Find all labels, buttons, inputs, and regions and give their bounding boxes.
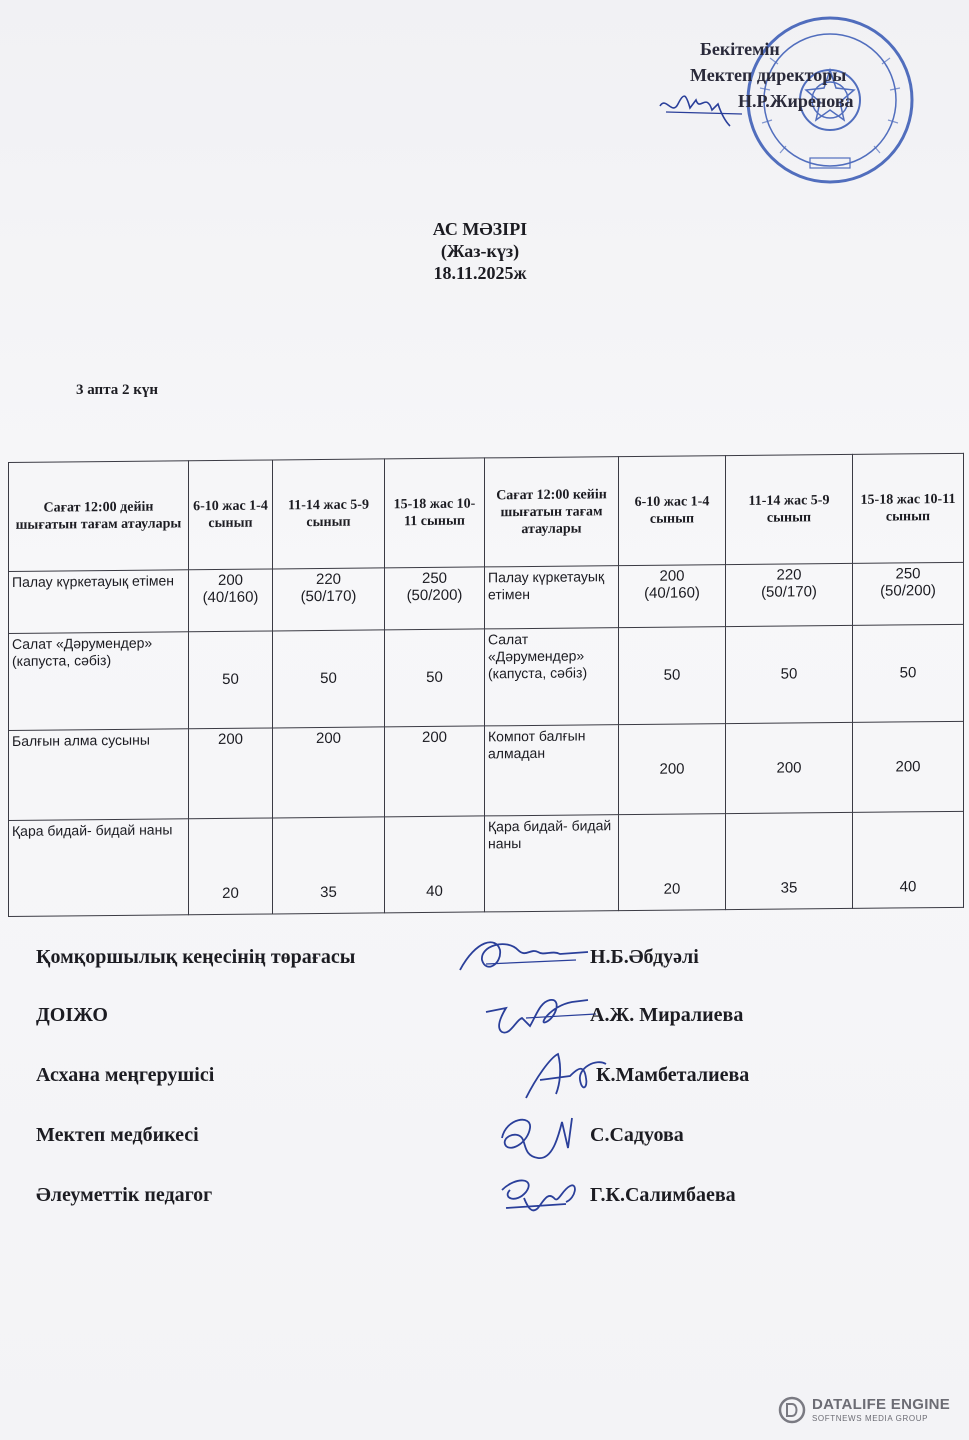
signature-row xyxy=(36,1118,916,1154)
signature-name: Г.К.Салимбаева xyxy=(590,1184,736,1206)
table-row xyxy=(9,721,964,820)
dish-after-cell: Қара бидай- бидай наны xyxy=(485,814,619,912)
portion-cell: 200 (40/160) xyxy=(619,565,726,628)
header-cell: 15-18 жас 10-11 сынып xyxy=(853,453,964,563)
portion-cell: 50 xyxy=(853,625,964,722)
dish-before-cell: Қара бидай- бидай наны xyxy=(9,819,189,917)
approval-position: Мектеп директоры xyxy=(690,65,847,85)
week-day-label: 3 апта 2 күн xyxy=(76,382,159,398)
signature-row xyxy=(36,940,916,976)
signature-role: Мектеп медбикесі xyxy=(36,1124,199,1146)
portion-cell: 200 xyxy=(853,721,964,812)
portion-cell: 200 (40/160) xyxy=(189,569,273,632)
signature-row xyxy=(36,998,916,1034)
watermark xyxy=(778,1394,958,1428)
portion-cell: 50 xyxy=(726,626,853,723)
header-cell: Сағат 12:00 кейін шығатын тағам атаулары xyxy=(485,457,619,568)
watermark-title: DATALIFE ENGINE xyxy=(812,1396,951,1413)
datalife-logo-icon xyxy=(778,1396,806,1424)
table-row xyxy=(9,563,964,634)
header-cell: 6-10 жас 1-4 сынып xyxy=(189,460,273,570)
portion-cell: 200 xyxy=(726,722,853,813)
portion-cell: 20 xyxy=(189,818,273,915)
portion-cell: 250 (50/200) xyxy=(385,567,485,630)
portion-cell: 250 (50/200) xyxy=(853,563,964,626)
dish-before-cell: Палау күркетауық етімен xyxy=(9,570,189,634)
portion-cell: 35 xyxy=(273,817,385,914)
signature-role: ДОІЖО xyxy=(36,1004,108,1026)
signature-name: К.Мамбеталиева xyxy=(596,1064,750,1086)
watermark-subtitle: SOFTNEWS MEDIA GROUP xyxy=(812,1414,929,1423)
signature-role: Әлеуметтік педагог xyxy=(36,1184,213,1206)
dish-after-cell: Салат «Дәрумендер» (капуста, сәбіз) xyxy=(485,628,619,725)
handwritten-signature xyxy=(456,930,596,986)
title-main: АС МӘЗІРІ xyxy=(432,219,528,239)
dish-before-cell: Салат «Дәрумендер» (капуста, сәбіз) xyxy=(9,632,189,730)
signature-row xyxy=(36,1178,916,1214)
approval-heading: Бекітемін xyxy=(700,39,780,59)
table-header-row xyxy=(9,453,964,571)
menu-table xyxy=(8,453,964,917)
portion-cell: 40 xyxy=(853,811,964,908)
header-cell: 15-18 жас 10-11 сынып xyxy=(385,458,485,568)
dish-after-cell: Палау күркетауық етімен xyxy=(485,566,619,629)
title-date: 18.11.2025ж xyxy=(433,263,527,283)
portion-cell: 200 xyxy=(189,728,273,819)
portion-cell: 50 xyxy=(273,630,385,727)
portion-cell: 20 xyxy=(619,813,726,910)
director-signature xyxy=(656,86,746,130)
signature-name: А.Ж. Миралиева xyxy=(590,1004,744,1026)
portion-cell: 200 xyxy=(619,723,726,814)
dish-before-cell: Балғын алма сусыны xyxy=(9,728,189,820)
portion-cell: 35 xyxy=(726,812,853,909)
title-season: (Жаз-күз) xyxy=(440,241,520,261)
dish-after-cell: Компот балғын алмадан xyxy=(485,724,619,815)
portion-cell: 220 (50/170) xyxy=(273,568,385,631)
header-cell: Сағат 12:00 дейін шығатын тағам атаулары xyxy=(9,461,189,572)
header-cell: 6-10 жас 1-4 сынып xyxy=(619,456,726,566)
portion-cell: 50 xyxy=(619,627,726,724)
portion-cell: 200 xyxy=(273,726,385,817)
signature-role: Қомқоршылық кеңесінің төрағасы xyxy=(36,946,356,968)
table-row xyxy=(9,625,964,730)
portion-cell: 220 (50/170) xyxy=(726,564,853,627)
table-row xyxy=(9,811,964,916)
approval-name: Н.Р.Жиренова xyxy=(738,91,854,111)
signature-row xyxy=(36,1058,916,1094)
header-cell: 11-14 жас 5-9 сынып xyxy=(726,454,853,564)
menu-title xyxy=(330,218,630,284)
portion-cell: 200 xyxy=(385,725,485,816)
portion-cell: 50 xyxy=(189,631,273,728)
header-cell: 11-14 жас 5-9 сынып xyxy=(273,459,385,569)
portion-cell: 40 xyxy=(385,816,485,913)
portion-cell: 50 xyxy=(385,629,485,726)
handwritten-signature xyxy=(466,1168,606,1224)
signature-name: С.Садуова xyxy=(590,1124,684,1146)
signature-name: Н.Б.Әбдуәлі xyxy=(590,946,699,968)
signature-role: Асхана меңгерушісі xyxy=(36,1064,215,1086)
